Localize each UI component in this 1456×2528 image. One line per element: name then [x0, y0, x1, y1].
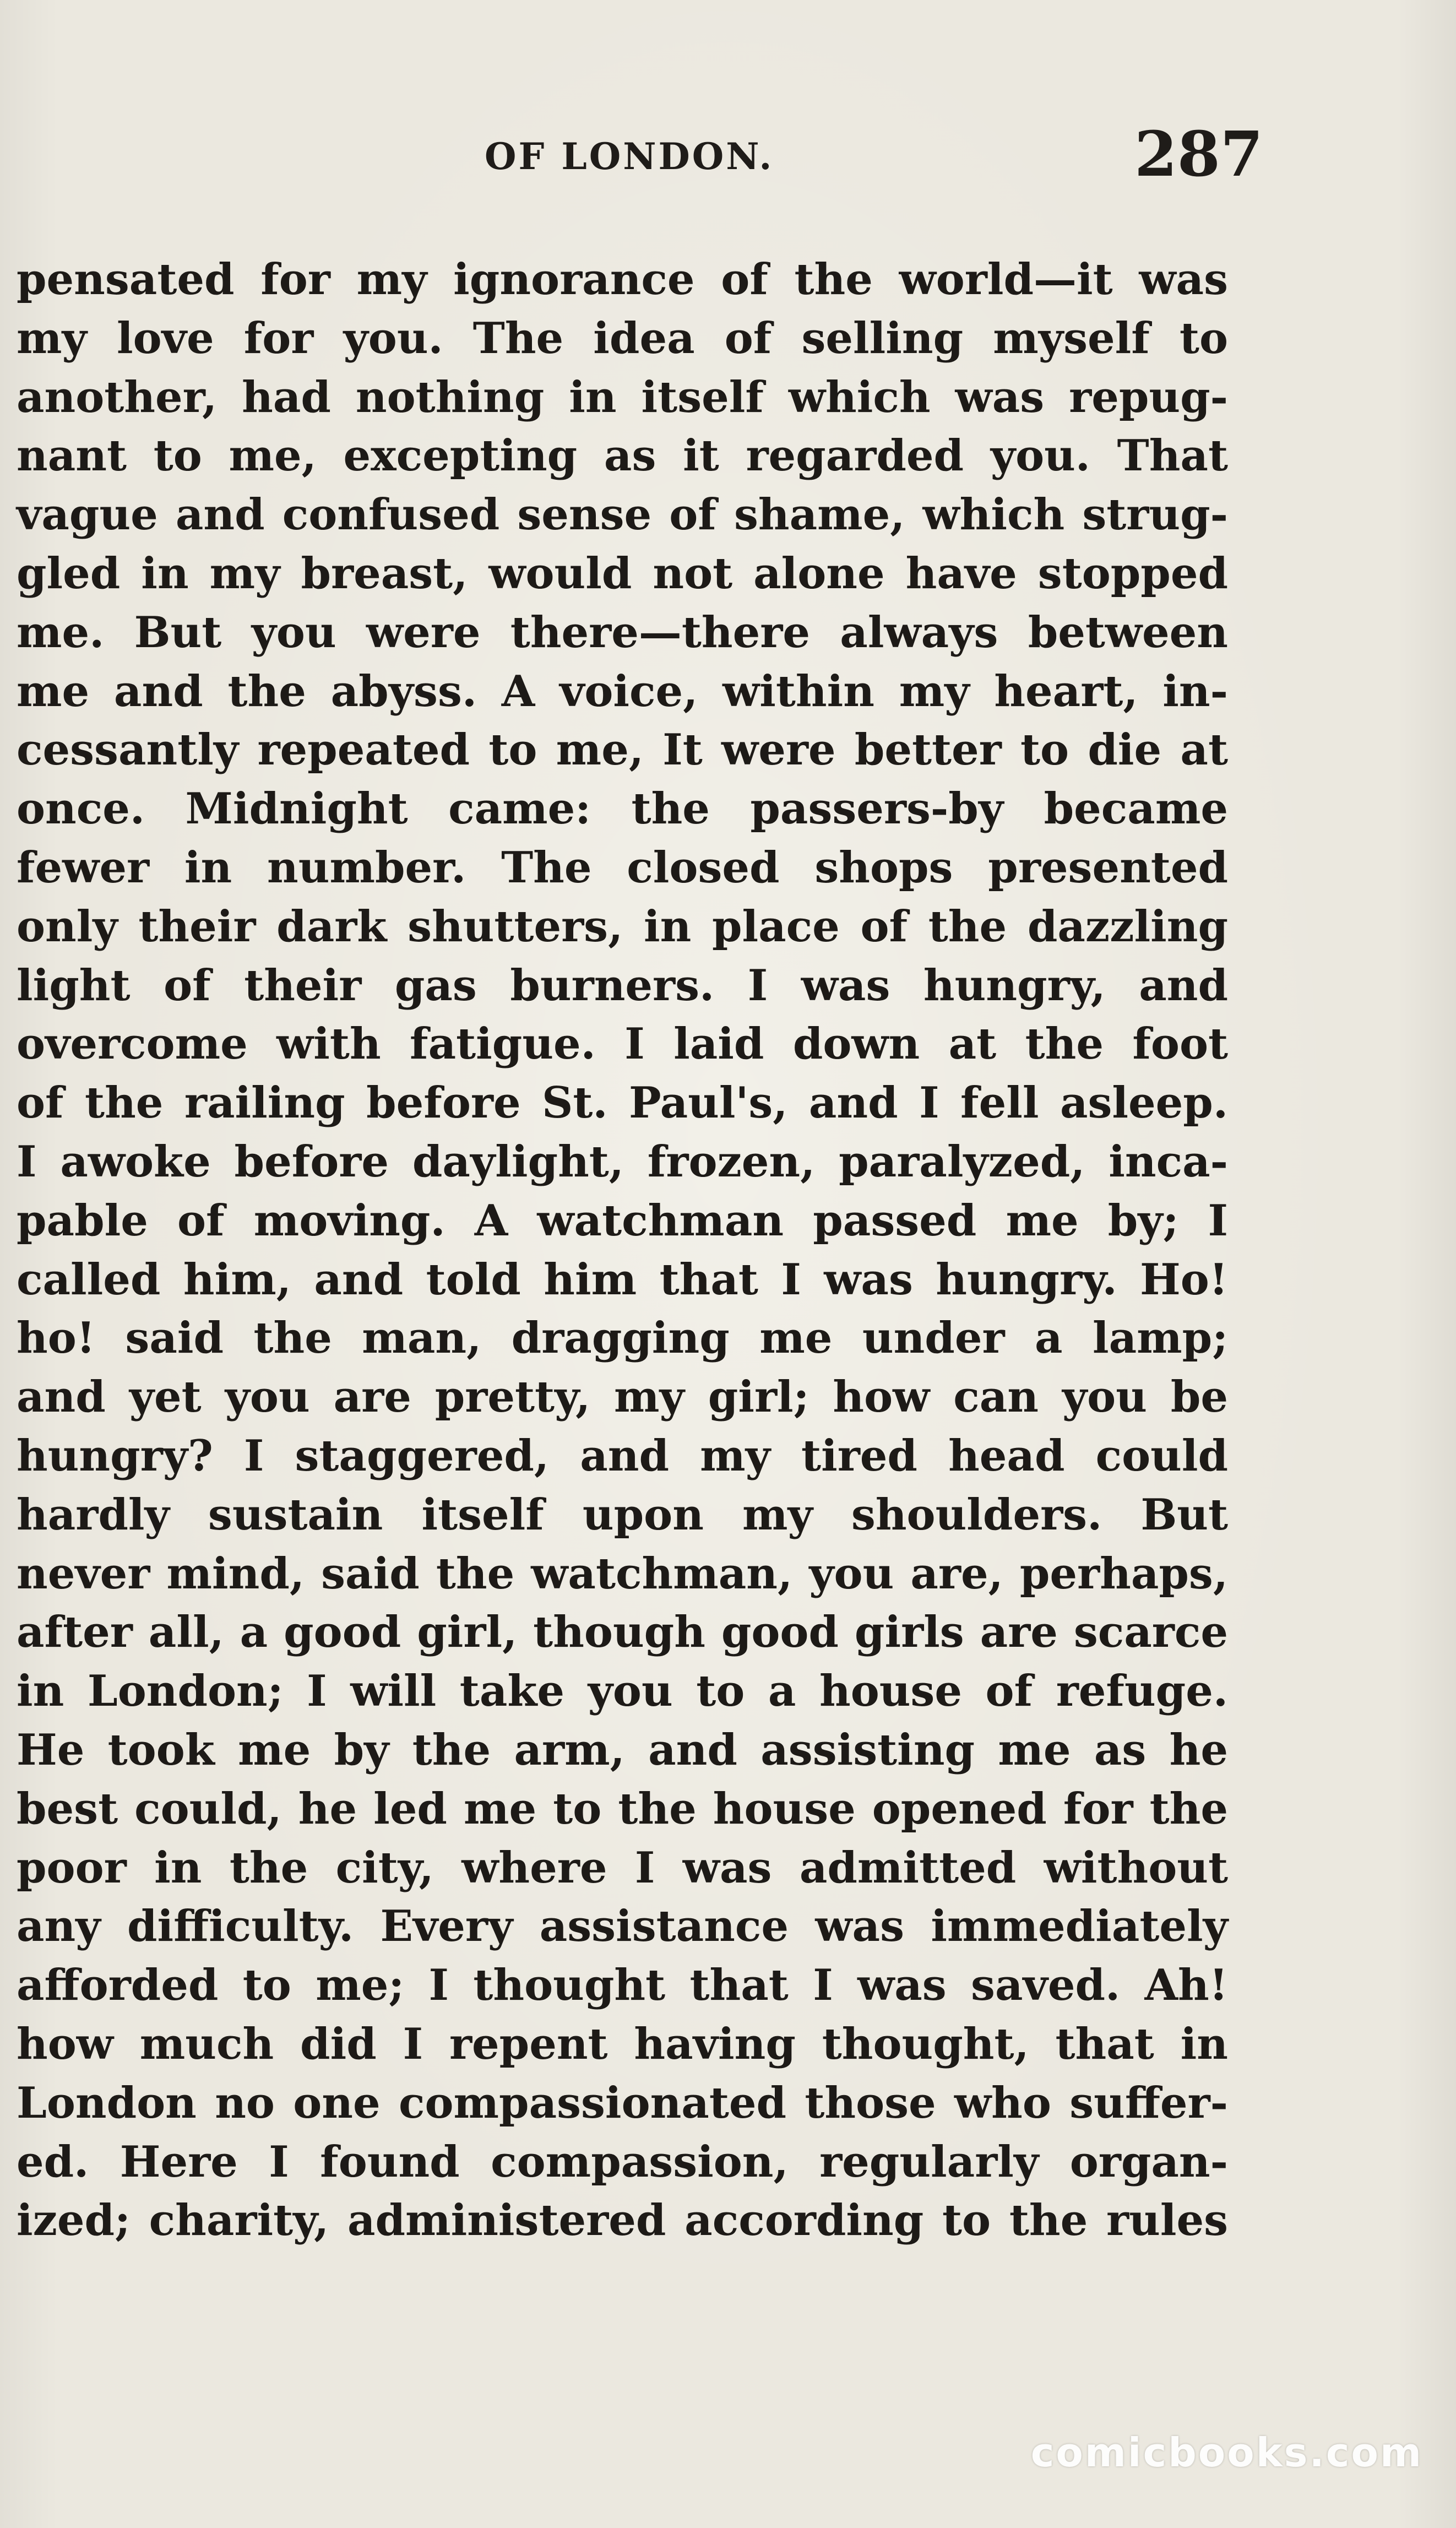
text-line: only their dark shutters, in place of the dazzling: [17, 901, 1228, 952]
text-line: London no one compassionated those who suffer-: [17, 2077, 1228, 2128]
text-line: cessantly repeated to me, It were better to die at: [17, 725, 1228, 775]
text-line: hungry? I staggered, and my tired head could: [17, 1430, 1228, 1481]
text-line: pensated for my ignorance of the world—it was: [17, 254, 1228, 305]
text-line: never mind, said the watchman, you are, perhaps,: [17, 1548, 1228, 1599]
text-line: gled in my breast, would not alone have stopped: [17, 548, 1228, 599]
text-line: fewer in number. The closed shops presented: [17, 842, 1228, 893]
text-line: another, had nothing in itself which was repug-: [17, 372, 1228, 422]
text-line: ized; charity, administered according to the rules: [17, 2195, 1228, 2246]
text-line: hardly sustain itself upon my shoulders. But: [17, 1489, 1228, 1540]
text-line: vague and confused sense of shame, which strug-: [17, 490, 1228, 540]
text-line: how much did I repent having thought, that in: [17, 2019, 1228, 2069]
text-line: nant to me, excepting as it regarded you. That: [17, 431, 1228, 481]
text-line: after all, a good girl, though good girls are scarce: [17, 1607, 1228, 1658]
text-line: I awoke before daylight, frozen, paralyzed, inca-: [17, 1136, 1228, 1187]
text-line: overcome with fatigue. I laid down at the foot: [17, 1019, 1228, 1070]
text-line: me and the abyss. A voice, within my heart, in-: [17, 666, 1228, 717]
text-line: in London; I will take you to a house of refuge.: [17, 1666, 1228, 1717]
text-line: once. Midnight came: the passers-by became: [17, 784, 1228, 834]
text-line: poor in the city, where I was admitted without: [17, 1842, 1228, 1893]
text-line: He took me by the arm, and assisting me as he: [17, 1724, 1228, 1775]
text-line: ed. Here I found compassion, regularly organ-: [17, 2136, 1228, 2187]
text-line: my love for you. The idea of selling myself to: [17, 313, 1228, 364]
running-head: OF LONDON.: [485, 135, 774, 178]
text-line: best could, he led me to the house opened for the: [17, 1783, 1228, 1834]
text-line: any difficulty. Every assistance was immediately: [17, 1901, 1228, 1952]
text-line: afforded to me; I thought that I was saved. Ah!: [17, 1960, 1228, 2011]
page-number: 287: [1134, 118, 1263, 191]
site-watermark: comicbooks.com: [1030, 2429, 1423, 2476]
text-line: pable of moving. A watchman passed me by; I: [17, 1195, 1228, 1246]
text-line: called him, and told him that I was hungry. Ho!: [17, 1254, 1228, 1305]
page-header: [22, 118, 1263, 191]
text-line: and yet you are pretty, my girl; how can you be: [17, 1372, 1228, 1423]
text-line: ho! said the man, dragging me under a lamp;: [17, 1313, 1228, 1364]
text-line: me. But you were there—there always between: [17, 607, 1228, 658]
body-text: [17, 251, 1228, 2250]
text-line: light of their gas burners. I was hungry, and: [17, 960, 1228, 1011]
text-line: of the railing before St. Paul's, and I fell asleep.: [17, 1078, 1228, 1129]
